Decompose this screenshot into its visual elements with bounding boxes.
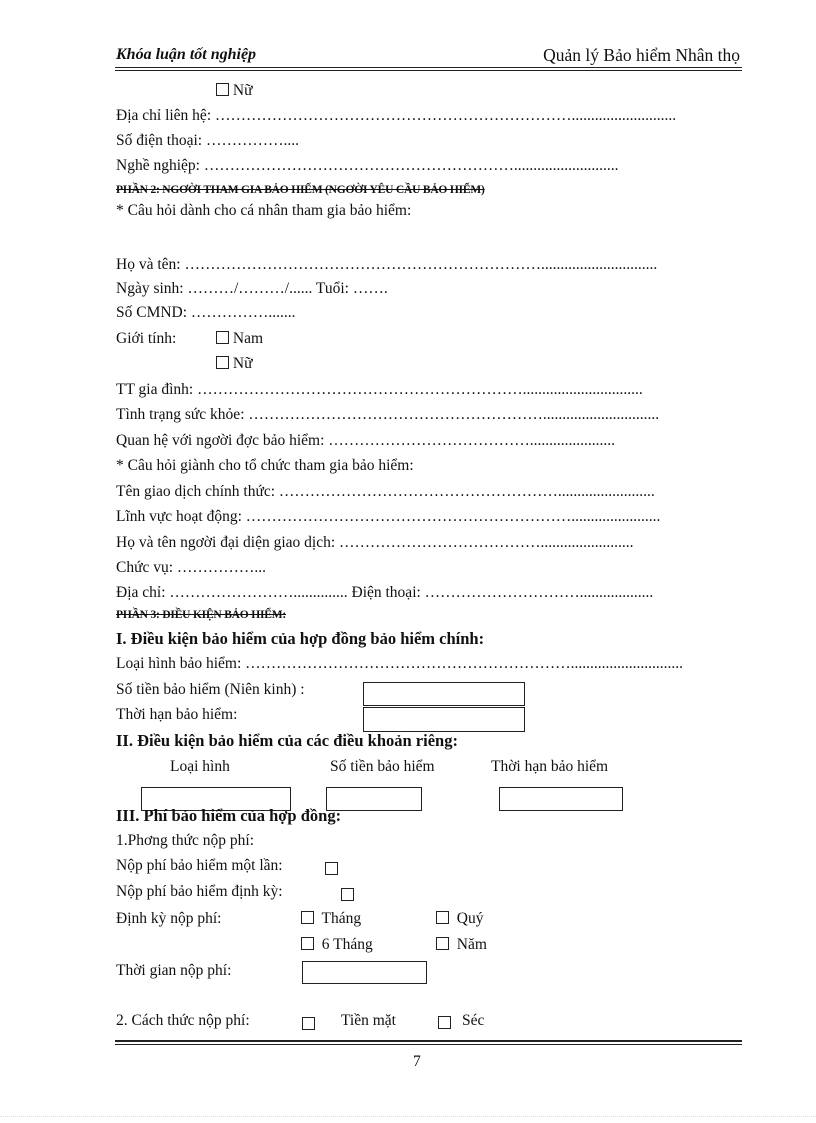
single-premium-label: Nộp phí bảo hiểm một lần: — [116, 857, 283, 874]
rider-term-input[interactable] — [499, 787, 623, 811]
header-rule-2 — [115, 70, 742, 71]
health-status-line: Tình trạng sức khỏe: ………………………………………………….............................. — [116, 406, 660, 423]
payment-means-label: 2. Cách thức nộp phí: — [116, 1012, 250, 1029]
part2-title: PHẦN 2: NGƠỜI THAM GIA BẢO HIỂM (NGƠỜI YÊU CẦU BẢO HIỂM) — [116, 184, 485, 196]
gender-female-option: Nữ — [216, 82, 252, 100]
section2-title: II. Điều kiện bảo hiểm của các điều khoản riêng: — [116, 731, 458, 750]
page-number: 7 — [413, 1053, 421, 1070]
header-right-title: Quản lý Bảo hiểm Nhân thọ — [543, 45, 740, 65]
org-address-phone-line: Địa chỉ: …………………….............. Điện thoại: …………………………................... — [116, 584, 654, 601]
phone-line: Số điện thoại: …………….... — [116, 132, 299, 149]
representative-line: Họ và tên ngơời đại diện giao dịch: …………………………………........................ — [116, 534, 634, 551]
section3-title: III. Phí bảo hiểm của hợp đồng: — [116, 806, 342, 825]
gender-label: Giới tính: — [116, 330, 177, 347]
gender-female-option-2: Nữ — [216, 355, 252, 373]
checkbox[interactable] — [436, 937, 449, 950]
single-premium-checkbox[interactable] — [325, 862, 338, 875]
contact-address-line: Địa chỉ liên hệ: ……………………………………………………………........................... — [116, 107, 677, 124]
position-line: Chức vụ: ……………... — [116, 559, 267, 576]
id-number-line: Số CMND: ……………....... — [116, 304, 296, 321]
insurance-type-line: Loại hình bảo hiểm: ………………………………………………………............................. — [116, 655, 684, 672]
periodic-premium-label: Nộp phí bảo hiểm định kỳ: — [116, 883, 283, 900]
full-name-line: Họ và tên: …………………………………………………………….............................. — [116, 256, 658, 273]
cash-checkbox[interactable] — [302, 1017, 315, 1030]
section1-title: I. Điều kiện bảo hiểm của hợp đồng bảo hiểm chính: — [116, 629, 485, 648]
gender-male-option: Nam — [216, 330, 263, 348]
official-name-line: Tên giao dịch chính thức: ………………………………………………......................... — [116, 483, 655, 500]
checkbox[interactable] — [436, 911, 449, 924]
cash-label: Tiền mặt — [341, 1012, 396, 1029]
periodic-premium-checkbox[interactable] — [341, 888, 354, 901]
col-header-type: Loại hình — [170, 758, 230, 775]
sum-insured-input[interactable] — [363, 682, 525, 706]
organization-question-heading: * Câu hỏi giành cho tổ chức tham gia bảo hiểm: — [116, 457, 414, 474]
header-left-title: Khóa luận tốt nghiệp — [116, 46, 257, 63]
payment-duration-label: Thời gian nộp phí: — [116, 962, 232, 979]
insurance-term-input[interactable] — [363, 707, 525, 732]
footer-rule — [115, 1040, 742, 1042]
occupation-line: Nghề nghiệp: ……………………………………………………........................... — [116, 157, 619, 174]
period-quarter-option: Quý — [436, 910, 483, 928]
cheque-label: Séc — [462, 1012, 485, 1029]
page-bottom-dotted-line — [0, 1116, 816, 1117]
col-header-term: Thời hạn bảo hiểm — [491, 758, 609, 775]
payment-duration-input[interactable] — [302, 961, 427, 984]
individual-question-heading: * Câu hỏi dành cho cá nhân tham gia bảo hiểm: — [116, 202, 412, 219]
header-rule — [115, 67, 742, 68]
period-year-option: Năm — [436, 936, 487, 954]
part3-title: PHẦN 3: ĐIỀU KIỆN BẢO HIỂM: — [116, 609, 286, 621]
checkbox[interactable] — [301, 937, 314, 950]
col-header-sum: Số tiền bảo hiểm — [330, 758, 435, 775]
payment-method-heading: 1.Phơng thức nộp phí: — [116, 832, 255, 849]
birthdate-line: Ngày sinh: ………/………/...... Tuổi: ……. — [116, 280, 388, 297]
checkbox[interactable] — [301, 911, 314, 924]
footer-rule-2 — [115, 1044, 742, 1045]
cheque-checkbox[interactable] — [438, 1016, 451, 1029]
sum-insured-label: Số tiền bảo hiểm (Niên kinh) : — [116, 681, 305, 698]
relationship-line: Quan hệ với ngơời đợc bảo hiểm: …………………………………...................... — [116, 432, 616, 449]
checkbox[interactable] — [216, 83, 229, 96]
period-6month-option: 6 Tháng — [301, 936, 373, 954]
business-field-line: Lĩnh vực hoạt động: ………………………………………………………....................... — [116, 508, 661, 525]
checkbox[interactable] — [216, 356, 229, 369]
insurance-term-label: Thời hạn bảo hiểm: — [116, 706, 238, 723]
period-month-option: Tháng — [301, 910, 361, 928]
family-status-line: TT gia đình: ………………………………………………………............................... — [116, 381, 643, 398]
checkbox[interactable] — [216, 331, 229, 344]
payment-period-label: Định kỳ nộp phí: — [116, 910, 222, 927]
